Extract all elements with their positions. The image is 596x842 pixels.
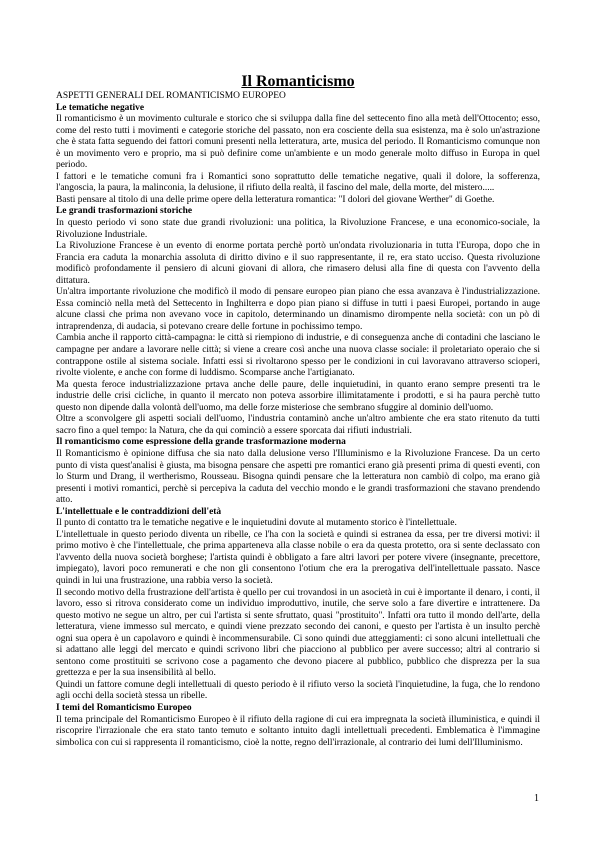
document-title: Il Romanticismo [241, 73, 355, 90]
paragraph: La Rivoluzione Francese è un evento di enorme portata perchè portò un'ondata rivoluzionaria in tutta l'Europa, dopo che in Francia era caduta la monarchia assoluta di diritto divino e il suo rappresentante, il re, era stato ucciso. Questa rivoluzione modificò profondamente il pensiero di alcuni giovani di allora, che rimasero delusi alla fine di questa con l'avvento della dittatura. [56, 241, 540, 286]
section-temi-romanticismo [56, 703, 540, 749]
paragraph: Oltre a sconvolgere gli aspetti sociali dell'uomo, l'industria contaminò anche un'altro ambiente che era stato ritenuto da tutti sacro fino a quel tempo: la Natura, che da qui cominciò a essere sporcata dai rifiuti industriali. [56, 414, 540, 436]
section-trasformazioni-storiche [56, 206, 540, 437]
section-heading: I temi del Romanticismo Europeo [56, 702, 192, 713]
paragraph: Il romanticismo è un movimento culturale e storico che si sviluppa dalla fine del settecento fino alla metà dell'Ottocento; esso, come del resto tutti i movimenti e categorie storiche del passato, non era cosciente della sua esistenza, ma è solo un'astrazione che è stata fatta seguendo dei fattori comuni presenti nella letteratura, arte, musica del periodo. Il Romanticismo comunque non è un movimento vero e proprio, ma si può definire come un'ambiente e un modo generale molto diffuso in Europa in quel periodo. [56, 114, 540, 171]
paragraph: Il secondo motivo della frustrazione dell'artista è quello per cui trovandosi in un asocietà in cui è importante il denaro, i conti, il lavoro, esso si ritrova considerato come un individuo improduttivo, inutile, che serve solo a fare divertire e intrattenere. Da questo motivo ne segue un altro, per cui l'artista si sente sfruttato, quasi "prostituito". Infatti ora tutto il mondo dell'arte, della letteratura, viene immesso sul mercato, e quindi viene prezzato secondo dei canoni, e questo per l'artista è un insulto perchè ogni sua opera è un capolavoro e quindi è incommensurabile. Ci sono quindi due atteggiamenti: ci sono alcuni intellettuali che si adattano alle leggi del mercato e quindi scrivono libri che piacciono al pubblico per avere successo; altri al contrario si sentono come prostituiti se scrivono cose a pagamento che devono piacere al pubblico, pubblico che disprezza per la sua grettezza e per la sua insensibilità al bello. [56, 587, 540, 679]
paragraph: Quindi un fattore comune degli intellettuali di questo periodo è il rifiuto verso la società l'inquietudine, la fuga, che lo rendono agli occhi della società stessa un ribelle. [56, 679, 540, 702]
section-tematiche-negative [56, 103, 540, 207]
paragraph: Il tema principale del Romanticismo Europeo è il rifiuto della ragione di cui era impregnata la società illuministica, e quindi il riscoprire l'irrazionale che era stato tanto temuto e soltanto intuito dagli intellettuali precedenti. Emblematica è l'immagine simbolica con cui si rappresenta il romanticismo, cioè la notte, regno dell'irrazionale, al contrario dei lumi dell'Illuminismo. [56, 714, 540, 748]
document-page [56, 73, 540, 749]
page-number: 1 [534, 793, 539, 804]
paragraph: L'intellettuale in questo periodo diventa un ribelle, ce l'ha con la società e quindi si estranea da essa, per tre diversi motivi: il primo motivo è che l'intellettuale, che prima apparteneva alla classe nobile o era da questa protetto, ora si sente declassato con l'avvento della nuova società borghese; l'artista quindi è obbligato a fare altri lavori per potere vivere (insegnante, precettore, impiegato), lavori poco remunerati e che non gli consentono l'otium che era la prerogativa dell'intellettuale passato. Nasce quindi in lui una frustrazione, una rabbia verso la società. [56, 529, 540, 586]
paragraph: Cambia anche il rapporto città-campagna: le città si riempiono di industrie, e di conseguenza anche di contadini che lasciano le campagne per andare a lavorare nelle città; si viene a creare così anche una nuova classe sociale: il proletariato operaio che si contrappone ostile al sistema sociale. Infatti essi si rivoltarono spesso per le condizioni in cui lavoravano attraverso scioperi, rivolte violente, e anche con forme di luddismo. Scomparse anche l'artigianato. [56, 333, 540, 379]
section-heading: Il romanticismo come espressione della grande trasformazione moderna [56, 437, 346, 448]
section-heading: Le tematiche negative [56, 102, 145, 113]
paragraph: Basti pensare al titolo di una delle prime opere della letteratura romantica: "I dolori del giovane Werther" di Goethe. [56, 194, 495, 205]
section-heading: Le grandi trasformazioni storiche [56, 206, 193, 217]
section-trasformazione-moderna [56, 437, 540, 506]
paragraph: Un'altra importante rivoluzione che modificò il modo di pensare europeo pian piano che essa avanzava è l'industrializzazione. Essa cominciò nella metà del Settecento in Inghilterra e dopo pian piano si diffuse in tutti i paesi Europei, portando in auge alcune classi che prima non avevano voce in capitolo, determinando un dinamismo dirompente nella società: con un pò di intraprendenza, di audacia, si potevano creare delle fortune in pochissimo tempo. [56, 287, 540, 332]
paragraph: Ma questa feroce industrializzazione prtava anche delle paure, delle inquietudini, in quanto erano sempre presenti tra le industrie delle crisi cicliche, in quanto il mercato non poteva assorbire illimitatamente i prodotti, e si ha paura perchè tutto questo non dipende dalla volontà dell'uomo, ma delle forze misteriose che sembrano sfuggire al dominio dell'uomo. [56, 379, 540, 413]
document-subtitle: ASPETTI GENERALI DEL ROMANTICISMO EUROPEO [56, 91, 286, 101]
paragraph: In questo periodo vi sono state due grandi rivoluzioni: una politica, la Rivoluzione Francese, e una economico-sociale, la Rivoluzione Industriale. [56, 218, 540, 240]
section-heading: L'intellettuale e le contraddizioni dell'età [56, 506, 222, 517]
paragraph: Il punto di contatto tra le tematiche negative e le inquietudini dovute al mutamento storico è l'intellettuale. [56, 518, 457, 529]
paragraph: Il Romanticismo è opinione diffusa che sia nato dalla delusione verso l'Illuminismo e la Rivoluzione Francese. Da un certo punto di vista quest'analisi è giusta, ma bisogna pensare che aspetti pre romantici erano già presenti prima di questi eventi, con lo Sturm und Drang, il wertherismo, Rousseau. Bisogna quindi pensare che la letteratura non cambiò di colpo, ma erano già presenti i motivi romantici, perchè si percepiva la caduta del vecchio mondo e le grandi trasformazioni che stavano prendendo atto. [56, 448, 540, 506]
section-intellettuale [56, 507, 540, 703]
paragraph: I fattori e le tematiche comuni fra i Romantici sono soprattutto delle tematiche negative, quali il dolore, la sofferenza, l'angoscia, la paura, la malinconia, la delusione, il rifiuto della realtà, il fascino del male, della morte, del mistero..... [56, 171, 540, 194]
